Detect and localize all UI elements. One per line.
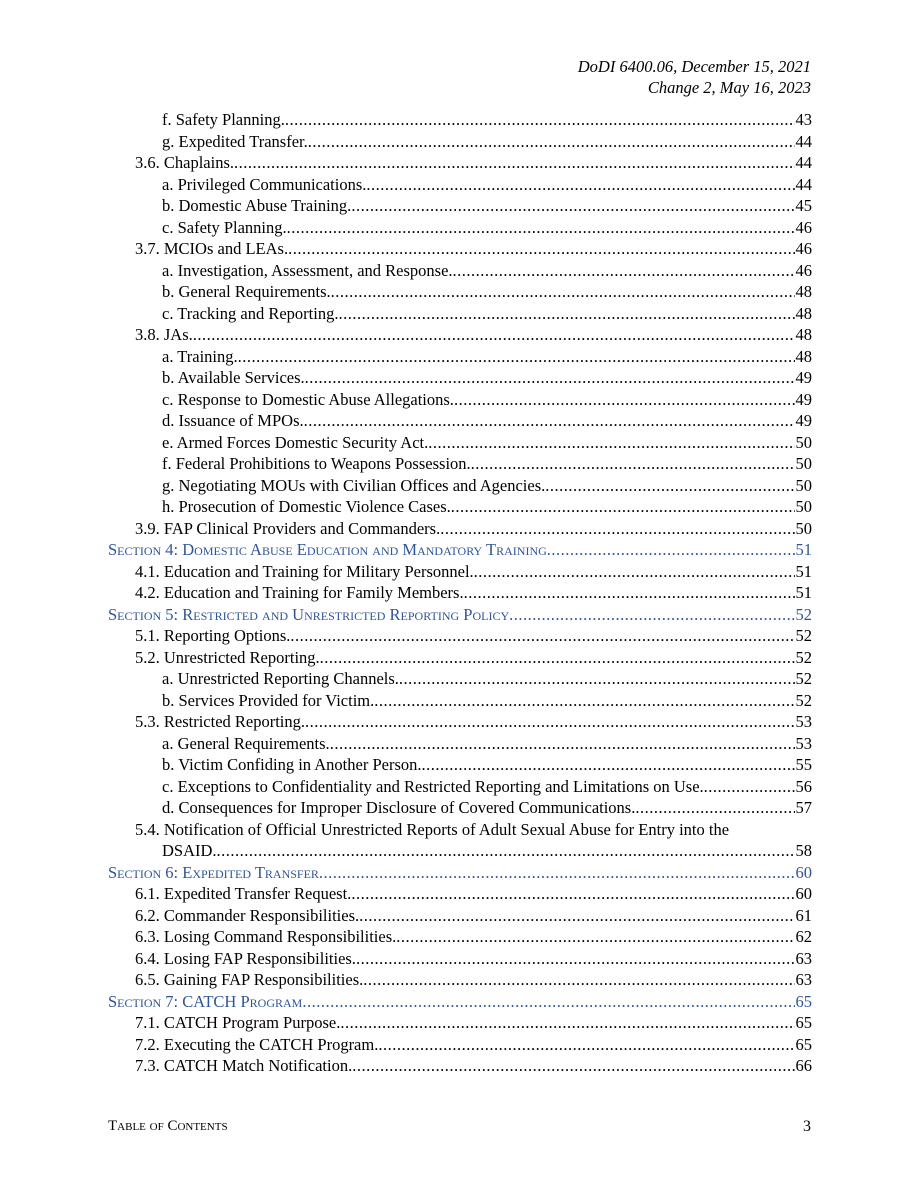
toc-entry-page: 48 [795,303,812,323]
toc-entry-title: g. Expedited Transfer. [162,131,308,151]
toc-entry-page: 46 [795,239,812,258]
toc-entry-title: 6.3. Losing Command Responsibilities. [135,927,397,946]
leader-dots [290,625,794,647]
toc-entry[interactable] [108,131,812,153]
toc-entry[interactable] [108,389,812,411]
toc-entry[interactable] [108,303,812,325]
toc-entry[interactable] [108,690,812,712]
toc-entry-title: 7.2. Executing the CATCH Program. [135,1034,379,1054]
toc-entry[interactable] [108,625,812,647]
toc-entry[interactable] [108,797,812,819]
leader-dots [352,1055,794,1077]
toc-entry[interactable] [108,475,812,497]
leader-dots [305,711,794,733]
leader-dots [305,367,795,389]
leader-dots [396,926,794,948]
toc-section-heading[interactable] [108,991,812,1013]
leader-dots [363,969,794,991]
toc-entry-page: 51 [795,540,812,559]
leader-dots [308,131,795,153]
toc-entry-title: 6.1. Expedited Transfer Request. [135,884,352,903]
toc-entry-title: 4.1. Education and Training for Military Personnel. [135,561,474,581]
toc-entry-title: 3.9. FAP Clinical Providers and Commanders. [135,518,441,538]
toc-entry-title: b. Domestic Abuse Training. [162,196,352,215]
toc-entry[interactable] [108,1012,812,1034]
leader-dots [330,733,795,755]
leader-dots [351,195,794,217]
toc-entry-title: 3.8. JAs. [135,325,193,344]
toc-entry-page: 46 [795,260,812,280]
toc-entry[interactable] [108,776,812,798]
toc-entry-page: 63 [795,970,812,989]
toc-entry-title: Section 6: Expedited Transfer [108,862,319,882]
toc-entry[interactable] [108,281,812,303]
toc-entry-page: 53 [795,733,812,753]
leader-dots [464,582,795,604]
toc-entry[interactable] [108,754,812,776]
document-header [578,56,811,98]
toc-entry-title: c. Tracking and Reporting. [162,303,339,323]
toc-entry-page: 50 [795,497,812,516]
toc-entry-page: 65 [795,1034,812,1054]
toc-entry[interactable] [108,152,812,174]
leader-dots [320,647,795,669]
toc-entry-page: 52 [795,690,812,710]
toc-entry-title: 3.7. MCIOs and LEAs. [135,239,289,258]
leader-dots [454,389,795,411]
toc-entry-page: 56 [795,776,812,796]
toc-entry[interactable] [108,733,812,755]
leader-dots [304,410,795,432]
leader-dots [238,346,795,368]
toc-entry[interactable] [108,324,812,346]
toc-entry-title: 5.3. Restricted Reporting. [135,712,306,731]
toc-entry-title: c. Exceptions to Confidentiality and Restricted Reporting and Limitations on Use. [162,776,704,796]
toc-entry[interactable] [108,346,812,368]
toc-entry-page: 63 [795,948,812,968]
toc-entry-page: 52 [795,604,812,624]
toc-entry[interactable] [108,367,812,389]
toc-entry-page: 53 [795,712,812,731]
toc-entry-page: 43 [795,110,812,129]
leader-dots [288,238,794,260]
toc-entry-page: 52 [795,669,812,688]
toc-entry-page: 45 [795,196,812,215]
toc-entry[interactable] [108,410,812,432]
leader-dots [474,561,795,583]
toc-entry-title: DSAID. [162,841,217,860]
leader-dots [428,432,794,454]
toc-entry-page: 49 [795,368,812,387]
toc-entry-title: Section 5: Restricted and Unrestricted Reporting Policy [108,604,510,624]
toc-entry-title[interactable]: 5.4. Notification of Official Unrestricted Reports of Adult Sexual Abuse for Entry into the [135,819,730,839]
toc-entry-title: b. General Requirements. [162,282,331,301]
toc-entry-title: a. General Requirements. [162,733,330,753]
toc-section-heading[interactable] [108,604,812,626]
toc-entry[interactable] [108,496,812,518]
leader-dots [193,324,795,346]
leader-dots [509,604,794,626]
toc-entry[interactable] [108,217,812,239]
toc-entry-title: 5.1. Reporting Options. [135,626,291,645]
header-doc-id: DoDI 6400.06, December 15, 2021 [577,57,811,76]
leader-dots [351,883,794,905]
header-change: Change 2, May 16, 2023 [647,78,811,97]
leader-dots [302,991,794,1013]
leader-dots [453,260,795,282]
leader-dots [338,303,794,325]
leader-dots [234,152,795,174]
toc-entry-page: 44 [795,153,812,172]
toc-entry[interactable] [108,432,812,454]
leader-dots [704,776,795,798]
toc-entry-title: Section 7: CATCH Program [108,991,303,1011]
toc-entry-title: 6.2. Commander Responsibilities. [135,905,360,925]
toc-entry-page: 50 [795,454,812,473]
toc-entry[interactable] [108,905,812,927]
leader-dots [359,905,794,927]
toc-section-heading[interactable] [108,539,812,561]
toc-entry-title: a. Investigation, Assessment, and Response. [162,260,453,280]
leader-dots [399,668,795,690]
toc-entry-page: 58 [795,841,812,860]
leader-dots [440,518,794,540]
toc-entry[interactable] [108,109,812,131]
toc-entry-title: c. Safety Planning. [162,217,287,237]
toc-entry-page: 49 [795,389,812,409]
toc-entry-title: 6.4. Losing FAP Responsibilities. [135,948,356,968]
leader-dots [378,1034,794,1056]
toc-entry[interactable] [108,840,812,862]
toc-entry-page: 48 [795,325,812,344]
toc-entry[interactable] [108,518,812,540]
toc-entry[interactable] [108,453,812,475]
toc-entry-title: g. Negotiating MOUs with Civilian Offices and Agencies. [162,475,546,495]
leader-dots [547,539,795,561]
footer-section-name: Table of Contents [108,1118,228,1134]
toc-entry-page: 61 [795,905,812,925]
toc-entry-title: Section 4: Domestic Abuse Education and Mandatory Training [108,540,547,559]
leader-dots [287,217,795,239]
toc-entry-title: a. Unrestricted Reporting Channels. [162,669,399,688]
toc-entry-title: b. Services Provided for Victim. [162,690,375,710]
toc-entry-title: f. Federal Prohibitions to Weapons Possession. [162,454,471,473]
toc-entry-page: 50 [795,432,812,452]
toc-entry-title: e. Armed Forces Domestic Security Act. [162,432,429,452]
table-of-contents [108,109,812,1077]
toc-entry-page: 65 [795,1013,812,1032]
toc-entry-page: 51 [795,561,812,581]
toc-entry[interactable] [108,711,812,733]
leader-dots [635,797,794,819]
toc-entry-title: a. Training. [162,346,238,366]
toc-entry-page: 52 [795,647,812,667]
toc-entry[interactable] [108,948,812,970]
leader-dots [356,948,795,970]
toc-entry[interactable] [108,926,812,948]
leader-dots [217,840,795,862]
toc-entry-page: 55 [795,755,812,774]
toc-section-heading[interactable] [108,862,812,884]
toc-entry-page: 51 [795,583,812,602]
toc-entry[interactable] [108,969,812,991]
toc-entry-page: 60 [795,862,812,882]
leader-dots [471,453,795,475]
toc-entry-page: 52 [795,626,812,645]
toc-entry[interactable] [108,561,812,583]
leader-dots [374,690,794,712]
toc-entry-title: h. Prosecution of Domestic Violence Cases. [162,497,451,516]
toc-entry-title: 5.2. Unrestricted Reporting. [135,647,320,667]
toc-entry-title: a. Privileged Communications. [162,174,367,194]
leader-dots [319,862,795,884]
toc-entry-page: 65 [795,991,812,1011]
toc-entry-title: b. Available Services. [162,368,305,387]
toc-entry-page: 50 [795,475,812,495]
leader-dots [331,281,795,303]
toc-entry-page: 62 [795,927,812,946]
leader-dots [340,1012,794,1034]
toc-entry-page: 46 [795,217,812,237]
toc-entry-title: 6.5. Gaining FAP Responsibilities. [135,970,364,989]
toc-entry[interactable] [108,238,812,260]
toc-entry[interactable] [108,582,812,604]
toc-entry[interactable] [108,1034,812,1056]
leader-dots [545,475,794,497]
leader-dots [451,496,795,518]
leader-dots [422,754,795,776]
toc-entry-title: f. Safety Planning. [162,110,285,129]
toc-entry-page: 48 [795,282,812,301]
leader-dots [285,109,795,131]
leader-dots [366,174,794,196]
toc-entry-page: 48 [795,346,812,366]
toc-entry-title: d. Consequences for Improper Disclosure of Covered Communications. [162,798,636,817]
toc-entry-page: 57 [795,798,812,817]
toc-entry-page: 66 [795,1056,812,1075]
toc-entry-page: 44 [795,174,812,194]
toc-entry[interactable] [108,668,812,690]
toc-entry[interactable] [108,1055,812,1077]
toc-entry-title: 4.2. Education and Training for Family Members. [135,583,464,602]
toc-entry[interactable] [108,260,812,282]
toc-entry-page: 50 [795,518,812,538]
footer-page-number: 3 [803,1118,811,1135]
toc-entry[interactable] [108,195,812,217]
toc-entry-title: 3.6. Chaplains. [135,153,234,172]
toc-entry-title: 7.1. CATCH Program Purpose. [135,1013,341,1032]
toc-entry-title: 7.3. CATCH Match Notification. [135,1056,353,1075]
toc-entry-title: c. Response to Domestic Abuse Allegations. [162,389,454,409]
toc-entry[interactable] [108,647,812,669]
toc-entry[interactable] [108,174,812,196]
toc-entry-page: 60 [795,884,812,903]
toc-entry[interactable] [108,883,812,905]
toc-entry-title: b. Victim Confiding in Another Person. [162,755,422,774]
toc-entry-title: d. Issuance of MPOs. [162,411,304,430]
toc-entry-page: 49 [795,411,812,430]
toc-entry-page: 44 [795,131,812,151]
